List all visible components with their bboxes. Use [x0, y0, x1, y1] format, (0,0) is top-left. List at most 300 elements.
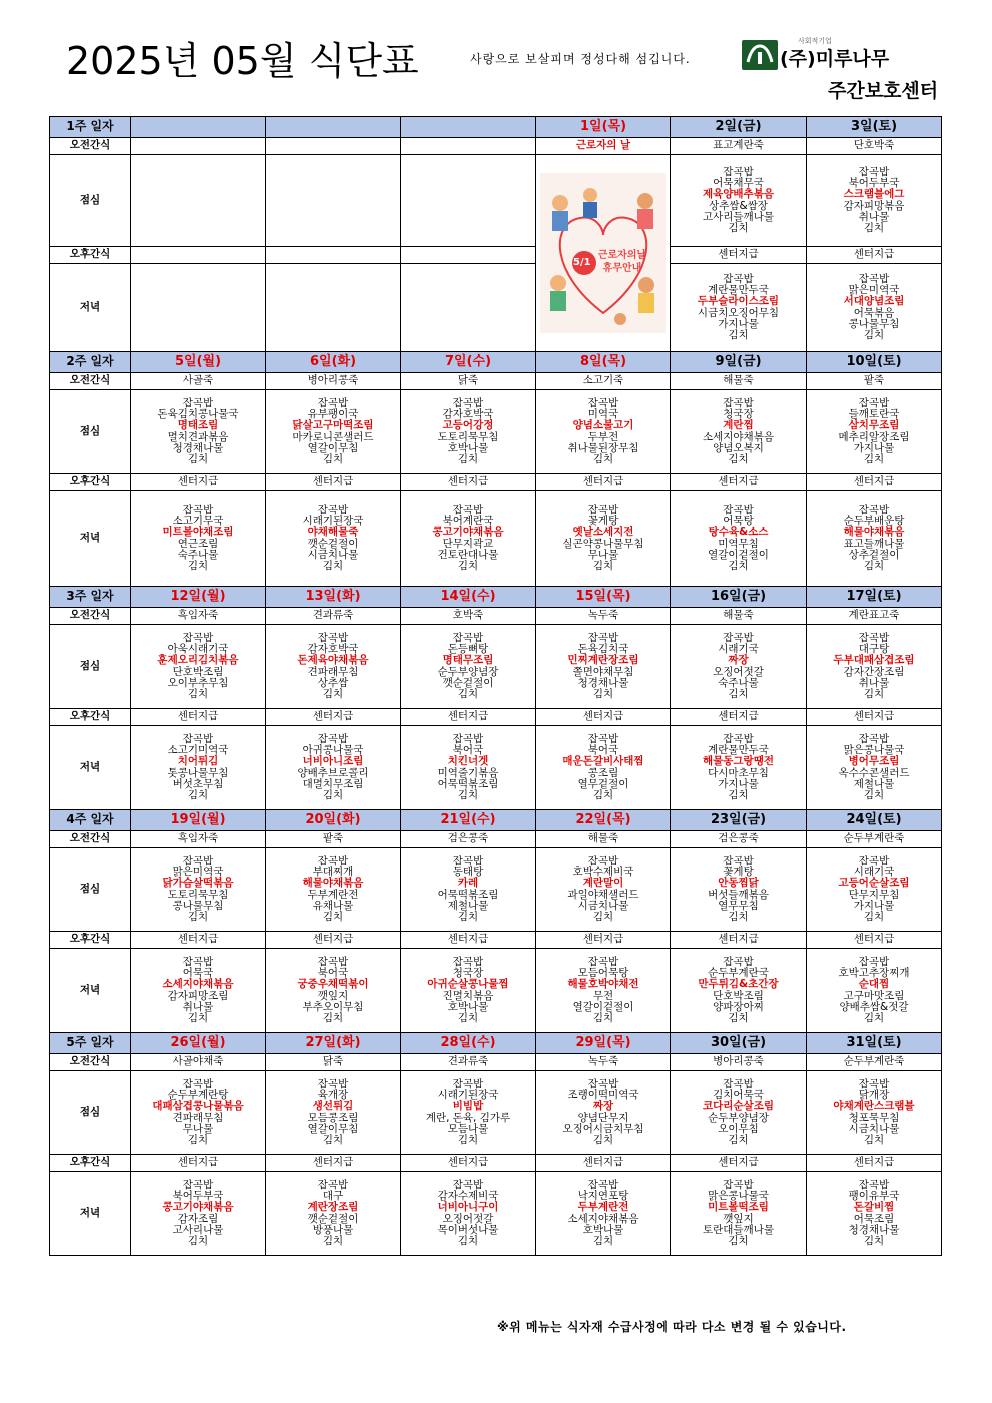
- menu-item: 고구마맛조림: [843, 989, 905, 1002]
- menu-item: 버섯초무침: [172, 777, 224, 790]
- menu-item: 제육양배추볶음: [702, 188, 774, 201]
- menu-item: 순두부계란탕: [167, 1089, 229, 1102]
- row-label-lunch: 점심: [50, 848, 131, 932]
- am-snack-cell: 사골죽: [131, 373, 266, 390]
- row-label-dinner: 저녁: [50, 264, 131, 352]
- menu-item: 북어두부국: [848, 177, 900, 190]
- day-date: 17일(토): [807, 587, 942, 608]
- pm-snack-cell: 센터지급: [671, 709, 807, 726]
- menu-item: 김치: [187, 1011, 209, 1024]
- lunch-cell: [131, 625, 266, 709]
- menu-item: 잡곡밥: [723, 272, 754, 285]
- lunch-cell: [536, 1071, 671, 1155]
- menu-item: 양배추브로콜리: [297, 766, 369, 779]
- menu-item: 잡곡밥: [452, 503, 484, 516]
- pm-snack-cell: 센터지급: [671, 247, 807, 264]
- menu-item: 닭살고구마떡조림: [292, 419, 374, 432]
- menu-item: 잡곡밥: [723, 1178, 754, 1191]
- menu-item: 북어두부국: [172, 1190, 224, 1203]
- menu-item: 잡곡밥: [317, 955, 349, 968]
- menu-item: 너비아니조림: [302, 755, 364, 768]
- menu-item: 잡곡밥: [452, 1178, 484, 1191]
- pm-snack-cell: 센터지급: [671, 1155, 807, 1172]
- menu-item: 두부계란전: [577, 1201, 629, 1214]
- menu-item: 소세지야채볶음: [702, 430, 774, 443]
- day-date: 12일(월): [131, 587, 266, 608]
- row-label-pm-snack: 오후간식: [50, 247, 131, 264]
- week-date-row: [50, 352, 942, 373]
- menu-item: 상추쌈: [317, 676, 349, 689]
- menu-item: 김치: [322, 1133, 344, 1146]
- menu-item: 짜장: [592, 1100, 614, 1113]
- menu-item: 옛날소세지전: [572, 526, 634, 539]
- menu-item: 김치: [322, 1011, 344, 1024]
- poster-date: 5/1: [573, 257, 591, 268]
- menu-item: 다시마초무침: [708, 766, 769, 779]
- menu-item: 비빔밥: [452, 1100, 484, 1113]
- week-date-row: [50, 1033, 942, 1054]
- am-snack-cell: [401, 138, 536, 155]
- menu-item: 김치: [187, 452, 209, 465]
- am-snack-cell: 견과류죽: [401, 1054, 536, 1071]
- menu-item: 해물동그랑땡전: [702, 755, 774, 768]
- menu-item: 가지나물: [853, 441, 895, 454]
- menu-item: 계란, 돈육, 김가루: [425, 1111, 511, 1124]
- day-date: 14일(수): [401, 587, 536, 608]
- pm-snack-cell: 센터지급: [401, 1155, 536, 1172]
- menu-item: 김치: [863, 452, 885, 465]
- menu-item: 오이부추무침: [167, 676, 229, 689]
- lunch-cell: [536, 848, 671, 932]
- menu-item: 야채계란스크램블: [833, 1100, 915, 1113]
- menu-item: 잡곡밥: [858, 272, 890, 285]
- menu-item: 김치: [863, 1133, 885, 1146]
- lunch-row: [50, 625, 942, 709]
- menu-item: 오징어젓갈: [713, 665, 764, 678]
- row-label-lunch: 점심: [50, 625, 131, 709]
- tree-logo-icon: [742, 40, 778, 70]
- day-date: 19일(월): [131, 810, 266, 831]
- lunch-cell: [671, 155, 807, 247]
- change-notice: ※위 메뉴는 식자재 수급사정에 따라 다소 변경 될 수 있습니다.: [497, 1320, 847, 1334]
- menu-item: 잡곡밥: [858, 165, 890, 178]
- menu-item: 김치: [863, 788, 885, 801]
- am-snack-cell: 닭죽: [266, 1054, 401, 1071]
- menu-item: 미트볼야채조림: [162, 526, 234, 539]
- menu-item: 김치: [457, 1011, 479, 1024]
- menu-item: 잡곡밥: [182, 955, 214, 968]
- dinner-cell: [131, 264, 266, 352]
- menu-item: 어묵떡볶조림: [437, 777, 499, 790]
- dinner-cell: [266, 491, 401, 587]
- dinner-cell: [807, 949, 942, 1033]
- pm-snack-cell: 센터지급: [536, 474, 671, 491]
- menu-item: 계란찜: [723, 419, 754, 432]
- menu-item: 상추겉절이: [848, 548, 900, 561]
- lunch-cell: [671, 848, 807, 932]
- menu-item: 양념오복지: [713, 441, 764, 454]
- menu-item: 잡곡밥: [587, 1178, 619, 1191]
- menu-item: 김치: [863, 559, 885, 572]
- lunch-row: [50, 390, 942, 474]
- dinner-cell: [266, 949, 401, 1033]
- menu-item: 아귀순살콩나물찜: [427, 978, 509, 991]
- menu-item: 잡곡밥: [452, 1077, 484, 1090]
- pm-snack-cell: 센터지급: [266, 1155, 401, 1172]
- menu-item: 아귀콩나물국: [302, 744, 364, 757]
- lunch-cell: [401, 1071, 536, 1155]
- menu-item: 김치: [322, 687, 344, 700]
- day-date: 22일(목): [536, 810, 671, 831]
- menu-item: 잡곡밥: [317, 1178, 349, 1191]
- pm-snack-cell: 센터지급: [266, 932, 401, 949]
- week-label: 1주 일자: [50, 117, 131, 138]
- am-snack-row: [50, 1054, 942, 1071]
- menu-item: 잡곡밥: [858, 631, 890, 644]
- dinner-cell: [401, 491, 536, 587]
- menu-item: 훈제오리김치볶음: [157, 654, 239, 667]
- menu-item: 잡곡밥: [182, 1178, 214, 1191]
- dinner-cell: [401, 726, 536, 810]
- menu-item: 무나물: [587, 548, 619, 561]
- menu-item: 콩나물무침: [172, 899, 224, 912]
- menu-item: 호박나물: [447, 441, 489, 454]
- day-date: 5일(월): [131, 352, 266, 373]
- menu-item: 만두튀김&초간장: [698, 978, 779, 991]
- am-snack-cell: 검은콩죽: [401, 831, 536, 848]
- logo-badge: 사회적기업: [798, 37, 832, 45]
- menu-item: 잡곡밥: [452, 955, 484, 968]
- lunch-cell: [807, 155, 942, 247]
- menu-item: 가지나물: [718, 777, 759, 790]
- menu-item: 순두부양념장: [708, 1111, 769, 1124]
- lunch-cell: [266, 625, 401, 709]
- menu-item: 김치: [863, 687, 885, 700]
- pm-snack-cell: 센터지급: [807, 932, 942, 949]
- am-snack-cell: 흑임자죽: [131, 608, 266, 625]
- menu-item: 견파래무침: [172, 1111, 224, 1124]
- lunch-row: [50, 155, 942, 247]
- row-label-pm-snack: 오후간식: [50, 474, 131, 491]
- row-label-am-snack: 오전간식: [50, 831, 131, 848]
- row-label-am-snack: 오전간식: [50, 608, 131, 625]
- menu-item: 김치: [187, 559, 209, 572]
- am-snack-cell: 호박죽: [401, 608, 536, 625]
- pm-snack-cell: 센터지급: [536, 709, 671, 726]
- pm-snack-cell: 센터지급: [807, 474, 942, 491]
- holiday-poster-cell: [536, 155, 671, 352]
- am-snack-cell: 병아리콩죽: [266, 373, 401, 390]
- menu-item: 꽃게탕: [723, 866, 754, 879]
- menu-item: 깻잎지: [317, 989, 349, 1002]
- day-date: 15일(목): [536, 587, 671, 608]
- dinner-row: [50, 949, 942, 1033]
- menu-item: 감자호박국: [442, 408, 494, 421]
- dinner-cell: [536, 726, 671, 810]
- menu-item: 맑은콩나물국: [843, 744, 905, 757]
- lunch-row: [50, 1071, 942, 1155]
- menu-item: 김치: [592, 452, 614, 465]
- menu-item: 잡곡밥: [182, 854, 214, 867]
- menu-item: 돈등뼈탕: [447, 643, 489, 656]
- dinner-cell: [807, 264, 942, 352]
- dinner-cell: [401, 949, 536, 1033]
- menu-item: 단무지무침: [848, 888, 900, 901]
- menu-item: 야채해물죽: [307, 526, 359, 539]
- menu-item: 닭가슴살떡볶음: [162, 877, 234, 890]
- menu-item: 취나물: [182, 1000, 214, 1013]
- menu-item: 잡곡밥: [723, 165, 754, 178]
- menu-item: 계란물만두국: [708, 284, 769, 297]
- menu-item: 열갈이겉절이: [572, 1000, 634, 1013]
- menu-item: 단호박조림: [713, 989, 764, 1002]
- menu-item: 잡곡밥: [317, 732, 349, 745]
- slogan: 사랑으로 보살피며 정성다해 섬깁니다.: [470, 52, 691, 66]
- menu-item: 고사리들깨나물: [702, 210, 774, 223]
- menu-item: 표고들깨나물: [843, 537, 905, 550]
- menu-item: 김치: [592, 788, 614, 801]
- menu-item: 양념단무지: [577, 1111, 629, 1124]
- menu-item: 제철나물: [853, 777, 895, 790]
- menu-item: 무나물: [182, 1122, 214, 1135]
- menu-item: 맑은콩나물국: [708, 1190, 769, 1203]
- meal-plan-table: [49, 116, 942, 1256]
- pm-snack-cell: 센터지급: [401, 932, 536, 949]
- day-date: 30일(금): [671, 1033, 807, 1054]
- am-snack-cell: 해물죽: [671, 373, 807, 390]
- company-name: (주)미루나무: [780, 48, 890, 70]
- menu-item: 건토란대나물: [437, 548, 499, 561]
- am-snack-cell: 닭죽: [401, 373, 536, 390]
- lunch-cell: [131, 1071, 266, 1155]
- am-snack-cell: 순두부계란죽: [807, 831, 942, 848]
- pm-snack-cell: 센터지급: [131, 474, 266, 491]
- day-date: 29일(목): [536, 1033, 671, 1054]
- lunch-cell: [266, 390, 401, 474]
- lunch-cell: [401, 155, 536, 247]
- row-label-dinner: 저녁: [50, 726, 131, 810]
- menu-item: 김치: [457, 452, 479, 465]
- dinner-cell: [807, 1172, 942, 1256]
- am-snack-cell: [131, 138, 266, 155]
- menu-item: 잡곡밥: [858, 955, 890, 968]
- lunch-cell: [536, 625, 671, 709]
- menu-item: 김치: [457, 910, 479, 923]
- menu-item: 콩고기야채볶음: [162, 1201, 234, 1214]
- am-snack-cell: 팥죽: [807, 373, 942, 390]
- lunch-cell: [807, 848, 942, 932]
- dinner-cell: [266, 264, 401, 352]
- menu-item: 어묵조림: [853, 1212, 895, 1225]
- row-label-pm-snack: 오후간식: [50, 932, 131, 949]
- menu-item: 고등어순살조림: [838, 877, 910, 890]
- dinner-cell: [807, 726, 942, 810]
- menu-item: 대패삼겹콩나물볶음: [152, 1100, 244, 1113]
- menu-item: 모듬콩조림: [307, 1111, 359, 1124]
- row-label-dinner: 저녁: [50, 949, 131, 1033]
- menu-item: 버섯들깨볶음: [708, 888, 769, 901]
- menu-item: 제철나물: [447, 899, 489, 912]
- menu-item: 김치: [863, 328, 885, 341]
- menu-item: 김치: [728, 1133, 749, 1146]
- dinner-cell: [266, 726, 401, 810]
- menu-item: 대멸치무조림: [302, 777, 364, 790]
- menu-item: 잡곡밥: [587, 1077, 619, 1090]
- menu-item: 잡곡밥: [317, 503, 349, 516]
- menu-item: 어묵탕: [723, 515, 754, 528]
- menu-item: 동태탕: [452, 866, 484, 879]
- menu-item: 잡곡밥: [182, 631, 214, 644]
- week-date-row: [50, 117, 942, 138]
- menu-item: 청경채나물: [848, 1223, 900, 1236]
- menu-item: 감자조림: [177, 1212, 219, 1225]
- menu-item: 미역줄기볶음: [437, 766, 499, 779]
- menu-item: 명태무조림: [442, 654, 494, 667]
- menu-item: 오징어젓갈: [442, 1212, 494, 1225]
- menu-item: 생선튀김: [312, 1100, 354, 1113]
- dinner-cell: [536, 1172, 671, 1256]
- menu-item: 고사리나물: [172, 1223, 224, 1236]
- menu-item: 꽃게탕: [587, 515, 619, 528]
- menu-item: 미트볼떡조림: [708, 1201, 769, 1214]
- menu-item: 순두부양념장: [437, 665, 499, 678]
- company-logo: [742, 36, 947, 102]
- menu-item: 육개장: [317, 1089, 349, 1102]
- menu-item: 소세지야채볶음: [567, 1212, 639, 1225]
- pm-snack-cell: 센터지급: [401, 474, 536, 491]
- pm-snack-cell: 센터지급: [536, 932, 671, 949]
- menu-item: 해물야채볶음: [843, 526, 905, 539]
- menu-item: 진멸치볶음: [442, 989, 494, 1002]
- row-label-dinner: 저녁: [50, 1172, 131, 1256]
- week-date-row: [50, 587, 942, 608]
- pm-snack-cell: 센터지급: [266, 474, 401, 491]
- menu-item: 잡곡밥: [587, 396, 619, 409]
- menu-item: 김치: [322, 559, 344, 572]
- menu-item: 잡곡밥: [587, 503, 619, 516]
- menu-item: 팽이유부국: [848, 1190, 900, 1203]
- menu-item: 청경채나물: [577, 676, 629, 689]
- menu-item: 잡곡밥: [317, 396, 349, 409]
- lunch-cell: [401, 625, 536, 709]
- menu-item: 시래기된장국: [302, 515, 364, 528]
- menu-item: 김치: [728, 788, 749, 801]
- menu-item: 호박수제비국: [572, 866, 634, 879]
- menu-item: 김치: [592, 1234, 614, 1247]
- lunch-cell: [671, 1071, 807, 1155]
- menu-item: 너비아니구이: [437, 1201, 499, 1214]
- day-date: [266, 117, 401, 138]
- am-snack-row: [50, 373, 942, 390]
- menu-item: 김치: [592, 910, 614, 923]
- menu-item: 계란물만두국: [708, 744, 769, 757]
- menu-item: 돈육김치콩나물국: [157, 408, 239, 421]
- menu-item: 잡곡밥: [723, 631, 754, 644]
- am-snack-cell: 병아리콩죽: [671, 1054, 807, 1071]
- menu-item: 단호박조림: [172, 665, 224, 678]
- menu-item: 감자피망조림: [167, 989, 229, 1002]
- menu-item: 김치: [728, 221, 749, 234]
- menu-item: 순두부계란국: [708, 967, 769, 980]
- pm-snack-row: [50, 247, 942, 264]
- menu-item: 김치: [322, 788, 344, 801]
- menu-item: 치어튀김: [177, 755, 219, 768]
- row-label-am-snack: 오전간식: [50, 138, 131, 155]
- menu-item: 잡곡밥: [723, 955, 754, 968]
- menu-item: 잡곡밥: [317, 631, 349, 644]
- am-snack-cell: 표고계란죽: [671, 138, 807, 155]
- dinner-cell: [131, 1172, 266, 1256]
- menu-item: 가지나물: [853, 899, 895, 912]
- menu-item: 양배추쌈&젓갈: [839, 1000, 909, 1013]
- menu-item: 멸치견과볶음: [167, 430, 229, 443]
- week-label: 3주 일자: [50, 587, 131, 608]
- pm-snack-row: [50, 709, 942, 726]
- workers-day-poster-image: [540, 173, 666, 333]
- menu-item: 김치: [592, 559, 614, 572]
- menu-item: 실곤약콩나물무침: [562, 537, 644, 550]
- menu-item: 김치: [728, 910, 749, 923]
- menu-item: 잡곡밥: [452, 631, 484, 644]
- menu-item: 시금치오징어무침: [697, 306, 780, 319]
- menu-item: 김치: [457, 1234, 479, 1247]
- day-date: 2일(금): [671, 117, 807, 138]
- menu-item: 열무무침: [718, 899, 759, 912]
- day-date: 27일(화): [266, 1033, 401, 1054]
- menu-item: 잡곡밥: [723, 854, 754, 867]
- poster-text: 근로자의날 휴무안내: [597, 250, 647, 274]
- menu-item: 김치: [728, 687, 749, 700]
- pm-snack-cell: 센터지급: [401, 709, 536, 726]
- menu-item: 시래기된장국: [437, 1089, 499, 1102]
- dinner-cell: [671, 1172, 807, 1256]
- lunch-cell: [536, 390, 671, 474]
- menu-item: 숙주나물: [718, 676, 759, 689]
- menu-item: 시래기국: [718, 643, 759, 656]
- center-name: 주간보호센터: [828, 80, 939, 102]
- dinner-cell: [266, 1172, 401, 1256]
- row-label-am-snack: 오전간식: [50, 373, 131, 390]
- menu-item: 고등어강정: [442, 419, 494, 432]
- menu-item: 북어국: [587, 744, 619, 757]
- dinner-row: [50, 726, 942, 810]
- menu-item: 조랭이떡미역국: [567, 1089, 639, 1102]
- row-label-pm-snack: 오후간식: [50, 709, 131, 726]
- menu-item: 맑은미역국: [172, 866, 224, 879]
- menu-item: 민찌계란장조림: [567, 654, 639, 667]
- menu-item: 북어계란국: [442, 515, 494, 528]
- menu-item: 취나물된장무침: [567, 441, 639, 454]
- am-snack-cell: 순두부계란죽: [807, 1054, 942, 1071]
- lunch-cell: [266, 848, 401, 932]
- menu-item: 김치: [863, 1234, 885, 1247]
- menu-item: 잡곡밥: [182, 1077, 214, 1090]
- menu-item: 잡곡밥: [182, 396, 214, 409]
- menu-item: 열갈이무침: [307, 1122, 359, 1135]
- lunch-row: [50, 848, 942, 932]
- menu-item: 잡곡밥: [317, 1077, 349, 1090]
- menu-item: 김치: [592, 687, 614, 700]
- menu-item: 감자호박국: [307, 643, 359, 656]
- am-snack-row: [50, 608, 942, 625]
- am-snack-row: [50, 138, 942, 155]
- menu-item: 미역국: [587, 408, 619, 421]
- menu-item: 김치: [863, 1011, 885, 1024]
- menu-item: 김치: [187, 788, 209, 801]
- menu-item: 양념소불고기: [572, 419, 634, 432]
- menu-item: 김치: [187, 687, 209, 700]
- menu-item: 잡곡밥: [723, 503, 754, 516]
